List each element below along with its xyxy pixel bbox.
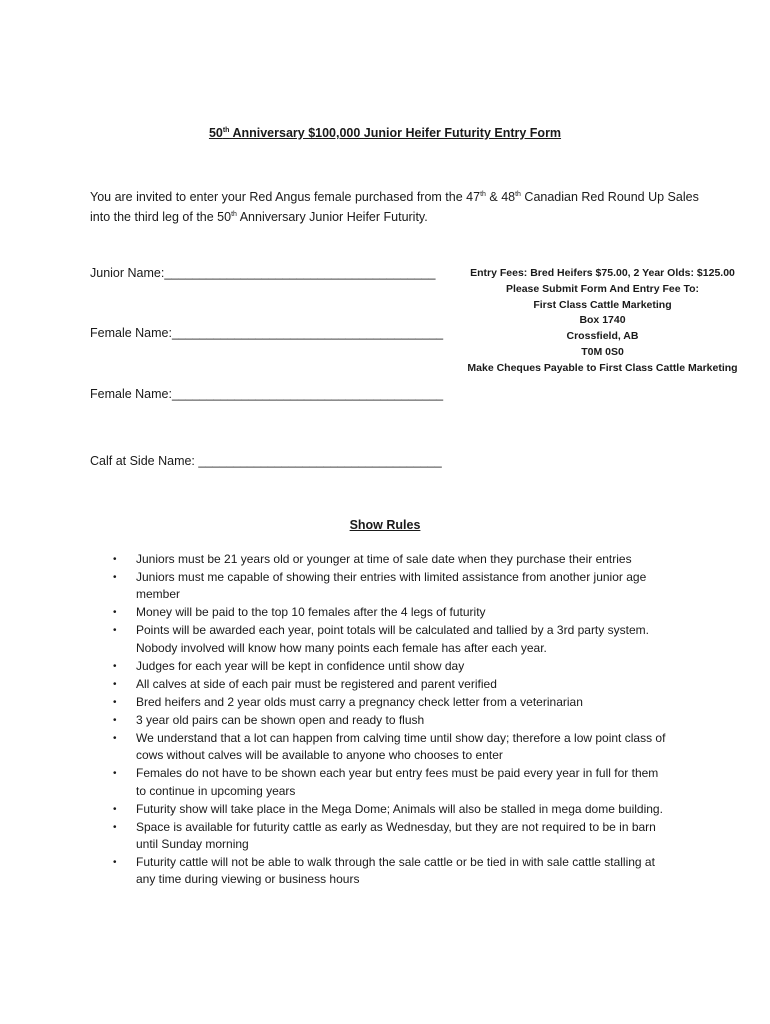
company-name: First Class Cattle Marketing — [533, 298, 672, 311]
rule-item — [110, 569, 670, 604]
rule-text: Females do not have to be shown each year but entry fees must be paid every year in full for them to continue in upcoming years — [136, 766, 659, 798]
submit-to-line: Please Submit Form And Entry Fee To: — [505, 282, 700, 295]
rule-item — [110, 694, 670, 711]
female-name-field-1[interactable]: Female Name:_______________________________________ — [90, 326, 444, 340]
bullet-icon: • — [113, 821, 117, 833]
entry-fee-info — [455, 266, 750, 377]
calf-at-side-name-field[interactable]: Calf at Side Name: ___________________________________ — [90, 454, 442, 468]
rule-item — [110, 801, 670, 818]
rule-item — [110, 765, 670, 800]
bullet-icon: • — [113, 732, 117, 744]
show-rules-title: Show Rules — [349, 518, 421, 532]
bullet-icon: • — [113, 607, 117, 619]
rule-text: Space is available for futurity cattle as early as Wednesday, but they are not required to be in barn until Sunday morning — [136, 819, 656, 852]
rule-text: Points will be awarded each year, point totals will be calculated and tallied by a 3rd party system. Nobody involved will know how many points each female has after each year. — [136, 623, 649, 655]
rule-item — [110, 676, 670, 693]
rule-item — [110, 819, 670, 854]
bullet-icon: • — [113, 714, 117, 726]
form-title: 50th Anniversary $100,000 Junior Heifer Futurity Entry Form — [208, 126, 562, 140]
city-province: Crossfield, AB — [566, 330, 639, 343]
postal-code: T0M 0S0 — [581, 345, 624, 358]
bullet-icon: • — [113, 625, 117, 637]
rule-text: Judges for each year will be kept in confidence until show day — [136, 658, 465, 673]
bullet-icon: • — [113, 678, 117, 690]
rule-text: Futurity cattle will not be able to walk through the sale cattle or be tied in with sale cattle stalling at any time during viewing or business hours — [136, 855, 655, 887]
rule-text: 3 year old pairs can be shown open and ready to flush — [136, 712, 425, 727]
entry-fees-line: Entry Fees: Bred Heifers $75.00, 2 Year Olds: $125.00 — [470, 267, 735, 279]
bullet-icon: • — [113, 768, 117, 780]
po-box: Box 1740 — [579, 314, 626, 327]
rule-text: We understand that a lot can happen from calving time until show day; therefore a low point class of cows without calves will be available to anyone who chooses to enter — [136, 730, 666, 763]
bullet-icon: • — [113, 572, 117, 583]
rule-item — [110, 551, 670, 568]
female-name-field-2[interactable]: Female Name:_______________________________________ — [90, 387, 444, 401]
bullet-icon: • — [113, 554, 117, 565]
bullet-icon: • — [113, 803, 117, 815]
rule-item — [110, 854, 670, 889]
junior-name-field[interactable]: Junior Name:_______________________________________ — [90, 266, 436, 280]
rule-item — [110, 730, 670, 765]
rule-item — [110, 712, 670, 729]
rule-text: All calves at side of each pair must be registered and parent verified — [136, 676, 497, 691]
bullet-icon: • — [113, 696, 117, 708]
rule-text: Money will be paid to the top 10 females after the 4 legs of futurity — [136, 605, 486, 620]
rule-item — [110, 622, 670, 657]
rule-text: Juniors must me capable of showing their entries with limited assistance from another junior age member — [136, 570, 647, 602]
show-rules-list — [110, 551, 670, 889]
rule-item — [110, 658, 670, 675]
rule-text: Futurity show will take place in the Mega Dome; Animals will also be stalled in mega dome building. — [136, 801, 663, 816]
bullet-icon: • — [113, 660, 117, 672]
cheque-payable-line: Make Cheques Payable to First Class Cattle Marketing — [467, 361, 738, 374]
rule-text: Bred heifers and 2 year olds must carry a pregnancy check letter from a veterinarian — [136, 694, 583, 709]
rule-text: Juniors must be 21 years old or younger at time of sale date when they purchase their entries — [136, 552, 632, 566]
bullet-icon: • — [113, 857, 117, 869]
intro-paragraph: You are invited to enter your Red Angus female purchased from the 47th & 48th Canadian Red Round Up Sales into the third leg of the 50th Anniversary Junior Heifer Futurity. — [90, 190, 699, 225]
rule-item — [110, 604, 670, 621]
